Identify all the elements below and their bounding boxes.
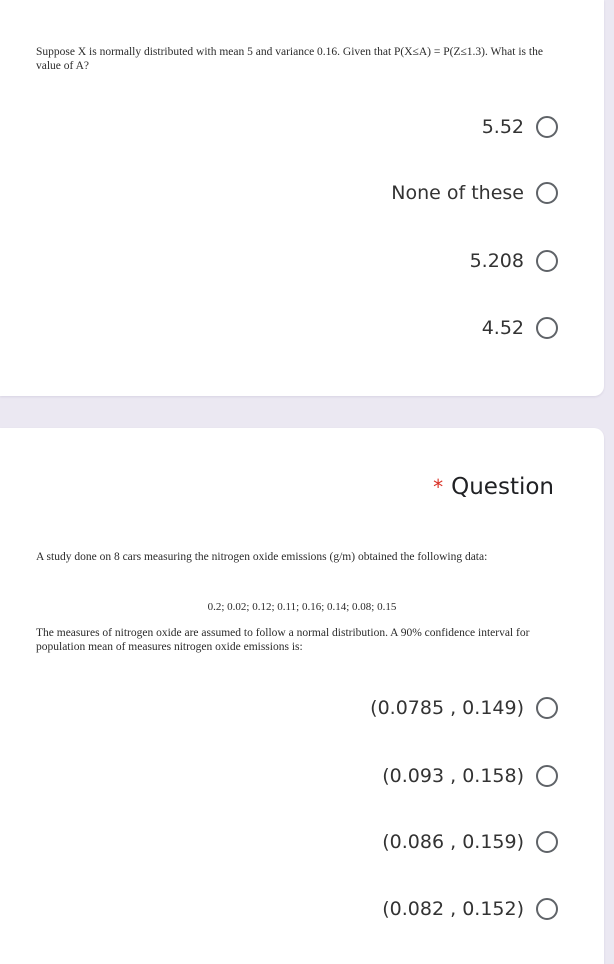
radio-button[interactable]: [536, 831, 558, 853]
q1-option-label: None of these: [391, 182, 524, 204]
q2-option-label: (0.082 , 0.152): [382, 898, 524, 920]
radio-button[interactable]: [536, 317, 558, 339]
q1-option-5-52[interactable]: [482, 112, 558, 142]
q2-option-3[interactable]: [382, 827, 558, 857]
question-2-intro: A study done on 8 cars measuring the nitrogen oxide emissions (g/m) obtained the following data:: [36, 551, 488, 563]
question-header: [433, 474, 554, 500]
q1-option-4-52[interactable]: [482, 313, 558, 343]
q2-option-4[interactable]: [382, 894, 558, 924]
radio-button[interactable]: [536, 697, 558, 719]
radio-button[interactable]: [536, 765, 558, 787]
question-2-data-values: 0.2; 0.02; 0.12; 0.11; 0.16; 0.14; 0.08; 0.15: [207, 601, 397, 613]
question-card-1: [0, 0, 604, 396]
q1-option-5-208[interactable]: [470, 246, 558, 276]
radio-button[interactable]: [536, 250, 558, 272]
radio-button[interactable]: [536, 182, 558, 204]
question-card-2: [0, 428, 604, 964]
radio-button[interactable]: [536, 898, 558, 920]
q2-option-1[interactable]: [370, 693, 558, 723]
q1-option-none-of-these[interactable]: [391, 178, 558, 208]
q2-option-2[interactable]: [382, 761, 558, 791]
q1-option-label: 4.52: [481, 317, 524, 339]
required-asterisk: *: [433, 475, 444, 499]
question-2-description: The measures of nitrogen oxide are assumed to follow a normal distribution. A 90% confidence interval for population mean of measures nitrogen oxide emissions is:: [36, 627, 530, 653]
q1-option-label: 5.52: [481, 116, 524, 138]
question-1-prompt: Suppose X is normally distributed with mean 5 and variance 0.16. Given that P(X≤A) = P(Z≤1.3). What is the value of A?: [36, 46, 543, 72]
question-title: Question: [451, 474, 554, 500]
q1-option-label: 5.208: [469, 250, 524, 272]
radio-button[interactable]: [536, 116, 558, 138]
q2-option-label: (0.0785 , 0.149): [370, 697, 524, 719]
q2-option-label: (0.093 , 0.158): [382, 765, 524, 787]
q2-option-label: (0.086 , 0.159): [382, 831, 524, 853]
